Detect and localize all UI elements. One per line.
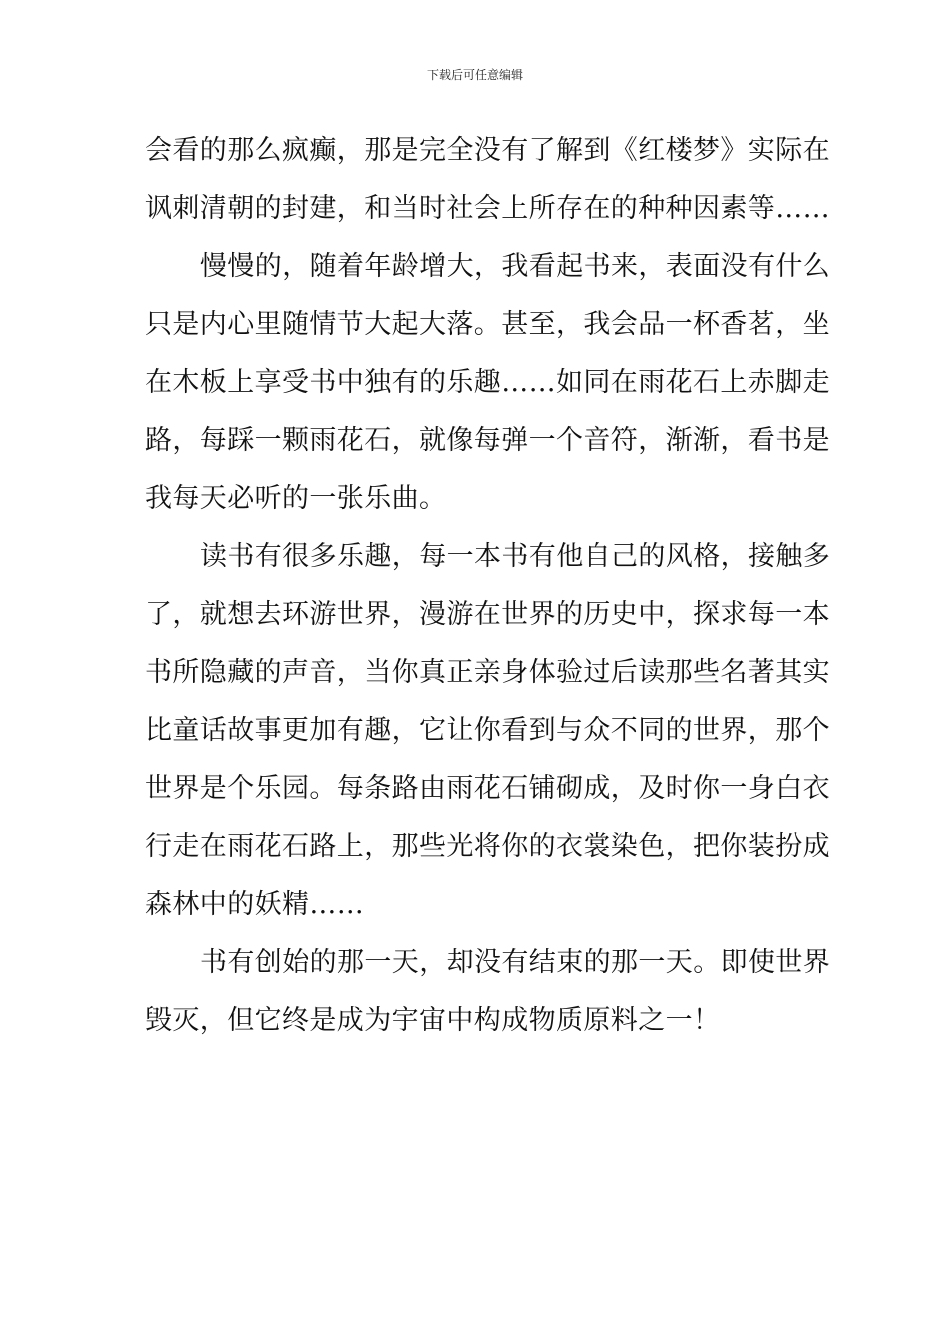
text-line: 世界是个乐园。每条路由雨花石铺砌成，及时你一身白衣 bbox=[145, 773, 830, 804]
text-line: 行走在雨花石路上，那些光将你的衣裳染色，把你装扮成 bbox=[145, 831, 830, 862]
paragraph-first-line: 读书有很多乐趣，每一本书有他自己的风格，接触多 bbox=[200, 541, 831, 572]
text-line: 在木板上享受书中独有的乐趣……如同在雨花石上赤脚走 bbox=[145, 367, 830, 398]
paragraph-first-line: 慢慢的，随着年龄增大，我看起书来，表面没有什么 bbox=[200, 251, 831, 282]
text-line: 了，就想去环游世界，漫游在世界的历史中，探求每一本 bbox=[145, 599, 830, 630]
text-line: 森林中的妖精…… bbox=[145, 889, 365, 920]
text-line: 讽刺清朝的封建，和当时社会上所存在的种种因素等…… bbox=[145, 193, 830, 224]
text-line: 只是内心里随情节大起大落。甚至，我会品一杯香茗，坐 bbox=[145, 309, 830, 340]
text-line: 路，每踩一颗雨花石，就像每弹一个音符，渐渐，看书是 bbox=[145, 425, 830, 456]
text-line: 我每天必听的一张乐曲。 bbox=[145, 483, 447, 514]
paragraph-first-line: 书有创始的那一天，却没有结束的那一天。即使世界 bbox=[200, 947, 831, 978]
text-line: 会看的那么疯癫，那是完全没有了解到《红楼梦》实际在 bbox=[145, 135, 830, 166]
page-header: 下载后可任意编辑 bbox=[426, 68, 523, 82]
document-body bbox=[145, 122, 831, 1050]
text-line: 比童话故事更加有趣，它让你看到与众不同的世界，那个 bbox=[145, 715, 830, 746]
text-line: 毁灭，但它终是成为宇宙中构成物质原料之一！ bbox=[145, 1005, 721, 1036]
text-line: 书所隐藏的声音，当你真正亲身体验过后读那些名著其实 bbox=[145, 657, 830, 688]
